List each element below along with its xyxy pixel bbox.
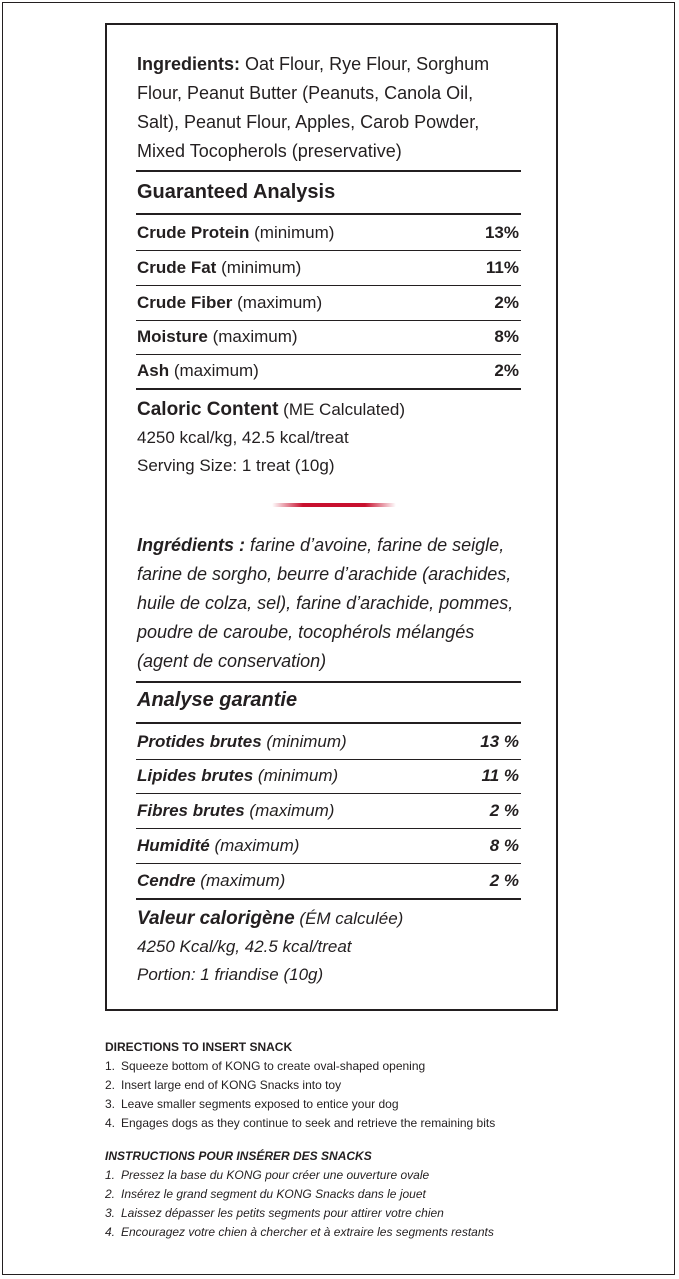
divider-rule [136,898,521,900]
analysis-heading: Guaranteed Analysis [137,181,336,203]
analysis-row [137,794,519,828]
nutrient-name: Humidité [137,836,210,855]
nutrient-qualifier: (minimum) [249,223,335,242]
caloric-line: 4250 Kcal/kg, 42.5 kcal/treat [137,937,352,956]
direction-step: 1. Pressez la base du KONG pour créer une ouverture ovale [105,1168,430,1182]
nutrient-name: Fibres brutes [137,801,245,820]
ingredients-en [137,50,532,166]
nutrient-qualifier: (minimum) [253,766,339,785]
caloric-qualifier: (ÉM calculée) [294,909,404,928]
nutrient-qualifier: (maximum) [232,293,323,312]
ingredients-line: (agent de conservation) [137,651,327,671]
analysis-row [137,864,519,898]
directions-fr [105,1147,575,1242]
ingredients-line: farine de sorgho, beurre d’arachide (arachides, [137,564,512,584]
ingredients-fr [137,531,532,676]
nutrient-value: 2% [494,293,519,312]
divider-rule [136,213,521,215]
analysis-row [137,759,519,793]
caloric-title: Caloric Content [137,399,279,420]
direction-step: 2. Insérez le grand segment du KONG Snacks dans le jouet [105,1187,426,1201]
directions-title: DIRECTIONS TO INSERT SNACK [105,1040,293,1054]
direction-step: 3. Leave smaller segments exposed to entice your dog [105,1097,399,1111]
analysis-row [137,725,519,759]
analysis-row [137,251,519,285]
nutrient-name: Lipides brutes [137,766,254,785]
nutrient-qualifier: (maximum) [195,871,286,890]
nutrient-value: 2 % [489,871,519,890]
ingredients-line: Mixed Tocopherols (preservative) [137,141,402,161]
caloric-title: Valeur calorigène [137,908,295,929]
red-divider [272,503,396,507]
nutrient-name: Cendre [137,871,196,890]
caloric-content-en [137,396,532,480]
direction-step: 1. Squeeze bottom of KONG to create oval-shaped opening [105,1059,426,1073]
nutrient-value: 8% [494,327,519,346]
nutrient-qualifier: (minimum) [261,732,347,751]
nutrient-name: Crude Protein [137,223,250,242]
divider-rule [136,388,521,390]
nutrient-name: Ash [137,361,170,380]
divider-rule [136,722,521,724]
nutrient-name: Crude Fat [137,258,217,277]
ingredients-line: huile de colza, sel), farine d’arachide, pommes, [137,593,514,613]
nutrient-qualifier: (minimum) [216,258,302,277]
nutrient-qualifier: (maximum) [244,801,335,820]
ingredients-line: Flour, Peanut Butter (Peanuts, Canola Oil, [137,83,474,103]
ingredients-line: Salt), Peanut Flour, Apples, Carob Powder, [137,112,480,132]
nutrient-value: 11 % [481,766,519,785]
analysis-row [137,216,519,250]
ingredients-line: farine d’avoine, farine de seigle, [250,535,505,555]
analysis-row [137,286,519,320]
direction-step: 2. Insert large end of KONG Snacks into toy [105,1078,342,1092]
nutrient-qualifier: (maximum) [169,361,259,380]
nutrient-name: Protides brutes [137,732,262,751]
nutrient-value: 11% [485,258,519,277]
nutrient-value: 13% [484,223,519,242]
divider-rule [136,681,521,683]
analysis-heading: Analyse garantie [137,689,298,711]
nutrient-name: Moisture [137,327,208,346]
direction-step: 4. Encouragez votre chien à chercher et à extraire les segments restants [105,1225,494,1239]
caloric-qualifier: (ME Calculated) [278,400,406,419]
ingredients-line: poudre de caroube, tocophérols mélangés [137,622,475,642]
nutrient-value: 8 % [489,836,519,855]
analysis-row [137,829,519,863]
divider-rule [136,170,521,172]
directions-title: INSTRUCTIONS POUR INSÉRER DES SNACKS [105,1149,372,1163]
caloric-content-fr [137,905,532,989]
caloric-line: Portion: 1 friandise (10g) [137,965,324,984]
nutrient-qualifier: (maximum) [209,836,300,855]
analysis-row [137,320,519,354]
caloric-line: Serving Size: 1 treat (10g) [137,456,335,475]
ingredients-label: Ingredients: [137,54,241,74]
nutrient-name: Crude Fiber [137,293,233,312]
nutrient-value: 13 % [480,732,519,751]
nutrient-value: 2% [494,361,519,380]
direction-step: 4. Engages dogs as they continue to seek and retrieve the remaining bits [105,1116,496,1130]
directions-en [105,1038,575,1133]
direction-step: 3. Laissez dépasser les petits segments pour attirer votre chien [105,1206,444,1220]
caloric-line: 4250 kcal/kg, 42.5 kcal/treat [137,428,349,447]
nutrient-qualifier: (maximum) [207,327,298,346]
analysis-row [137,354,519,388]
nutrition-panel [105,23,558,1011]
ingredients-label: Ingrédients : [137,535,246,555]
ingredients-line: Oat Flour, Rye Flour, Sorghum [245,54,490,74]
nutrient-value: 2 % [489,801,519,820]
